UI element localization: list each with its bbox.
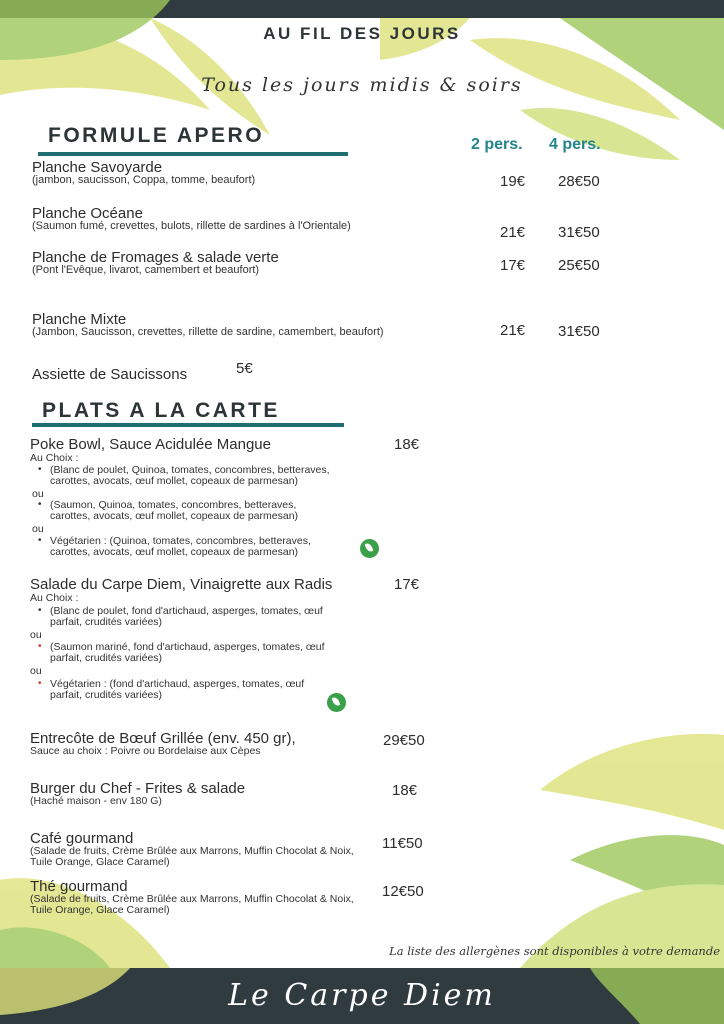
col-head-4-pers: 4 pers. [549,136,601,153]
apero-item-name: Assiette de Saucissons [32,366,188,383]
dish-desc: Tuile Orange, Glace Caramel) [30,856,170,868]
or-label: ou [30,629,42,641]
apero-item-price-2: 19€ [500,173,526,190]
choice-label: Au Choix : [30,452,79,464]
option-line: (Blanc de poulet, Quinoa, tomates, concombres, betteraves, [50,464,330,476]
option-line: (Blanc de poulet, fond d'artichaud, asperges, tomates, œuf [50,605,323,617]
apero-item-price-4: 25€50 [558,257,600,274]
dish-name: Poke Bowl, Sauce Acidulée Mangue [30,436,271,453]
dish-name: Burger du Chef - Frites & salade [30,780,246,797]
dish-price: 17€ [394,576,420,593]
choice-label: Au Choix : [30,592,79,604]
page-title: AU FIL DES JOURS [263,24,461,43]
dish-desc: Tuile Orange, Glace Caramel) [30,904,170,916]
dish-price: 11€50 [382,835,423,852]
option-line: parfait, crudités variées) [50,652,163,664]
option-line: parfait, crudités variées) [50,689,163,701]
apero-item-desc: (Saumon fumé, crevettes, bulots, rillette de sardines à l'Orientale) [32,220,351,232]
apero-item-price: 5€ [236,360,253,377]
option-line: parfait, crudités variées) [50,616,163,628]
dish-name: Café gourmand [30,830,134,847]
bullet-icon: • [38,499,42,510]
dish-name: Salade du Carpe Diem, Vinaigrette aux Radis [30,576,333,593]
apero-item-name: Planche Océane [32,205,143,222]
apero-item-desc: (Pont l'Evêque, livarot, camembert et beaufort) [32,264,260,276]
dish-desc: (Haché maison - env 180 G) [30,795,162,807]
option-line: (Saumon mariné, fond d'artichaud, asperges, tomates, œuf [50,641,325,653]
dish-price: 29€50 [383,732,425,749]
apero-item-name: Planche de Fromages & salade verte [32,249,279,266]
carte-section-title: PLATS A LA CARTE [42,399,280,422]
apero-underline [38,152,348,156]
option-line: carottes, avocats, œuf mollet, copeaux de parmesan) [50,546,299,558]
apero-item-price-4: 31€50 [558,323,600,340]
apero-item-price-2: 17€ [500,257,526,274]
allergen-note: La liste des allergènes sont disponibles à votre demande [389,944,720,958]
vegetarian-leaf-icon [327,693,346,712]
bullet-icon: • [38,641,42,652]
or-label: ou [32,488,44,500]
option-line: Végétarien : (Quinoa, tomates, concombres, betteraves, [50,535,311,547]
bullet-icon: • [38,678,42,689]
bullet-icon: • [38,605,42,616]
or-label: ou [30,665,42,677]
tagline: Tous les jours midis & soirs [201,74,523,96]
carte-underline [32,423,344,427]
dish-price: 12€50 [382,883,424,900]
option-line: (Saumon, Quinoa, tomates, concombres, betteraves, [50,499,297,511]
dish-price: 18€ [392,782,418,799]
dish-price: 18€ [394,436,420,453]
bullet-icon: • [38,535,42,546]
dish-desc: (Salade de fruits, Crème Brûlée aux Marrons, Muffin Chocolat & Noix, [30,845,354,857]
restaurant-signature: Le Carpe Diem [228,978,496,1013]
apero-item-desc: (jambon, saucisson, Coppa, tomme, beaufort) [32,174,256,186]
apero-item-price-2: 21€ [500,224,526,241]
option-line: Végétarien : (fond d'artichaud, asperges, tomates, œuf [50,678,305,690]
dish-name: Entrecôte de Bœuf Grillée (env. 450 gr), [30,730,296,747]
dish-name: Thé gourmand [30,878,128,895]
col-head-2-pers: 2 pers. [471,136,523,153]
apero-item-price-4: 28€50 [558,173,600,190]
dish-desc: Sauce au choix : Poivre ou Bordelaise aux Cèpes [30,745,261,757]
apero-item-name: Planche Mixte [32,311,127,328]
apero-item-desc: (Jambon, Saucisson, crevettes, rillette de sardine, camembert, beaufort) [32,326,384,338]
apero-item-price-2: 21€ [500,322,526,339]
apero-item-price-4: 31€50 [558,224,600,241]
apero-item-name: Planche Savoyarde [32,159,163,176]
dish-desc: (Salade de fruits, Crème Brûlée aux Marrons, Muffin Chocolat & Noix, [30,893,354,905]
apero-section-title: FORMULE APERO [48,124,265,147]
bullet-icon: • [38,464,42,475]
option-line: carottes, avocats, œuf mollet, copeaux de parmesan) [50,510,299,522]
or-label: ou [32,523,44,535]
option-line: carottes, avocats, œuf mollet, copeaux de parmesan) [50,475,299,487]
vegetarian-leaf-icon [360,539,379,558]
